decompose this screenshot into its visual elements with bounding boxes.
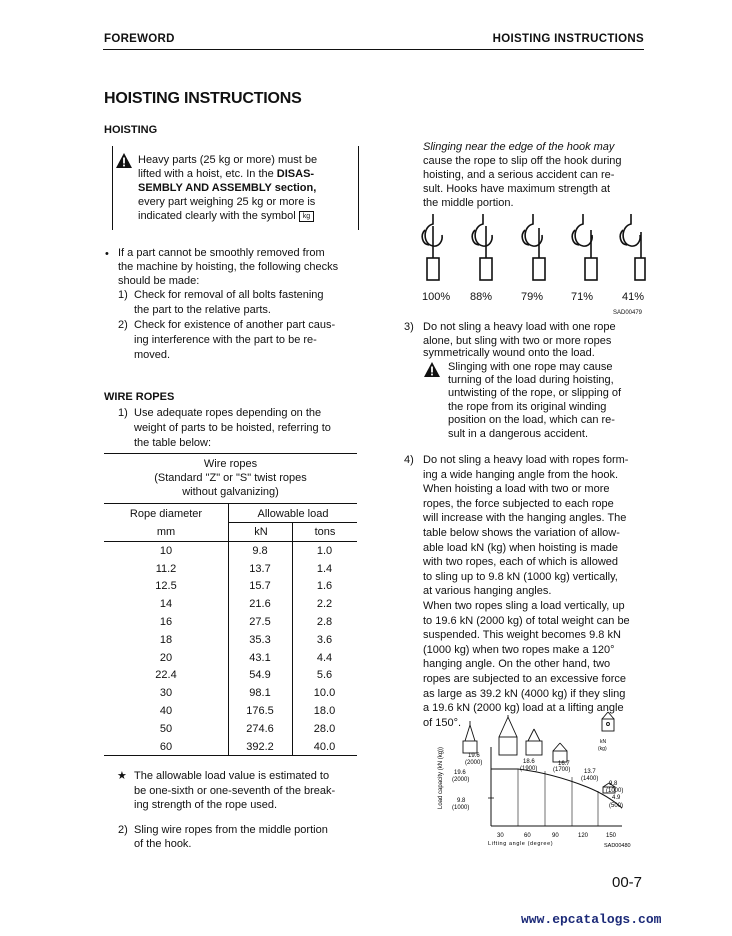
item-line: ing a wide hanging angle from the hook.: [423, 468, 619, 481]
table-unit: kN: [254, 526, 268, 538]
table-row: [104, 595, 357, 613]
table-cell: 392.2: [246, 740, 274, 753]
item-line: ropes, the force subjected to each rope: [423, 497, 614, 510]
warning-line: Slinging with one rope may cause: [448, 361, 613, 373]
table-row: [104, 613, 357, 631]
warning-line: SEMBLY AND ASSEMBLY section,: [138, 182, 317, 194]
table-cell: 4.4: [316, 651, 333, 664]
table-cell: 9.8: [252, 544, 268, 557]
table-cell: 15.7: [249, 580, 271, 593]
table-row: [104, 542, 357, 560]
chart-x-tick-label: 30: [497, 833, 504, 839]
para-line: Slinging near the edge of the hook may: [423, 141, 615, 153]
item-line: Do not sling a heavy load with ropes form-: [423, 454, 629, 466]
table-cell: 2.2: [316, 598, 333, 611]
section-heading-wire-ropes: WIRE ROPES: [104, 391, 175, 403]
header-left: FOREWORD: [104, 33, 175, 45]
check-num: 1): [118, 289, 128, 301]
table-rule: [104, 453, 357, 454]
table-row: [104, 631, 357, 649]
table-cell: 22.4: [155, 669, 177, 682]
hooks-illustration: [418, 210, 648, 290]
table-cell: 43.1: [249, 651, 271, 664]
table-cell: 54.9: [249, 669, 271, 682]
chart-ylabel: Load capacity (kN (kg)): [438, 746, 444, 809]
sling-pictogram: [553, 743, 567, 762]
chart-point-label: 9.8: [609, 781, 618, 787]
chart-unit-label: kN: [600, 739, 607, 745]
table-cell: 176.5: [246, 705, 274, 718]
warning-line: untwisting of the rope, or slipping of: [448, 387, 622, 399]
chart-xlabel: Lifting angle (degree): [488, 841, 554, 847]
chart-y-tick-label: 9.8: [457, 798, 466, 804]
table-cell: 30: [159, 687, 173, 700]
star-icon: ★: [117, 770, 127, 782]
item-line: the table below:: [134, 437, 212, 449]
warning-line: position on the load, which can re-: [448, 414, 615, 426]
table-cell: 40.0: [313, 740, 336, 753]
item-line: able load kN (kg) when hoisting is made: [423, 541, 619, 554]
header-right: HOISTING INSTRUCTIONS: [492, 33, 644, 45]
item-line: Do not sling a heavy load with one rope: [423, 321, 616, 333]
table-cell: 27.5: [249, 616, 271, 629]
warning-line: the rope from its original winding: [448, 401, 607, 413]
table-rule: [229, 522, 357, 523]
table-title: Wire ropes: [203, 458, 258, 470]
para-line: the middle portion.: [423, 197, 514, 209]
table-cell: 1.4: [316, 562, 333, 575]
warning-icon: [424, 362, 440, 377]
check-line: the part to the relative parts.: [134, 304, 271, 316]
item-line: When two ropes sling a load vertically, up: [423, 599, 625, 612]
star-note-line: The allowable load value is estimated to: [134, 770, 330, 782]
hook-percent: 71%: [571, 291, 594, 303]
chart-unit-label: (kg): [598, 746, 607, 752]
check-line: moved.: [134, 349, 171, 361]
chart-y-tick-label: (1000): [452, 805, 470, 811]
chart-x-tick-label: 60: [524, 833, 531, 839]
chart-y-tick-label: 19.6: [454, 770, 466, 776]
sling-pictogram: [602, 712, 614, 731]
sling-pictogram: [463, 721, 477, 753]
table-cell: 1.0: [316, 544, 333, 557]
table-title: without galvanizing): [182, 486, 279, 498]
table-cell: 28.0: [313, 722, 336, 735]
table-row: [104, 684, 357, 702]
table-row: [104, 560, 357, 578]
item-line: When hoisting a load with two or more: [423, 483, 610, 496]
star-note-line: ing strength of the rope used.: [134, 799, 278, 811]
hook-icon: [522, 214, 545, 280]
chart-point-label: 4.9: [612, 795, 621, 801]
para-line: hoisting, and a serious accident can re-: [423, 169, 615, 181]
item-line: Sling wire ropes from the middle portion: [134, 824, 328, 836]
kg-symbol-icon: kg: [299, 211, 314, 222]
para-line: sult. Hooks have maximum strength at: [423, 183, 611, 195]
table-row: [104, 702, 357, 720]
hook-icon: [620, 214, 645, 280]
table-row: [104, 738, 357, 756]
chart-point-label: 16.7: [558, 761, 570, 767]
table-cell: 1.6: [316, 580, 333, 593]
chart-point-label: 18.6: [523, 759, 535, 765]
table-cell: 5.6: [316, 669, 333, 682]
chart-point-label: (500): [609, 803, 624, 809]
figure-code: SAD00479: [613, 310, 643, 316]
warning-line: Heavy parts (25 kg or more) must be: [138, 154, 318, 166]
page-title: HOISTING INSTRUCTIONS: [104, 90, 302, 107]
chart-point-label: (1700): [553, 767, 571, 773]
hook-icon: [472, 214, 492, 280]
table-cell: 50: [159, 722, 173, 735]
hook-percent: 41%: [622, 291, 645, 303]
warning-line: lifted with a hoist, etc. In the DISAS-: [138, 168, 315, 180]
chart-curve: [491, 769, 622, 808]
chart-x-tick-label: 150: [606, 833, 617, 839]
chart-point-label: 19.6: [468, 753, 480, 759]
item-line: Use adequate ropes depending on the: [134, 407, 322, 419]
table-rule: [104, 503, 357, 504]
check-num: 2): [118, 319, 128, 331]
sling-pictogram: [526, 729, 542, 755]
table-cell: 20: [159, 651, 173, 664]
header-rule: [103, 49, 644, 50]
bullet-line: the machine by hoisting, the following checks: [118, 261, 339, 273]
warning-line: sult in a dangerous accident.: [448, 428, 589, 440]
table-cell: 98.1: [249, 687, 271, 700]
item-line: to 19.6 kN (2000 kg) of total weight can be: [423, 614, 630, 627]
footer-url[interactable]: www.epcatalogs.com: [521, 912, 662, 927]
item-line: to sling up to 9.8 kN (1000 kg) vertically,: [423, 570, 618, 583]
item-line: table below shows the variation of allow-: [423, 526, 620, 539]
figure-code: SAD00480: [604, 843, 631, 849]
table-header: Allowable load: [257, 508, 329, 520]
table-cell: 12.5: [155, 580, 177, 593]
table-cell: 40: [159, 705, 173, 718]
section-heading-hoisting: HOISTING: [104, 124, 158, 136]
sling-pictogram: [499, 715, 517, 755]
table-row: [104, 720, 357, 738]
page-number: 00-7: [612, 874, 643, 891]
check-line: ing interference with the part to be re-: [134, 334, 317, 346]
chart-point-label: (1400): [581, 776, 599, 782]
table-cell: 13.7: [249, 562, 271, 575]
chart-y-tick-label: (2000): [452, 777, 470, 783]
bullet-line: should be made:: [118, 275, 200, 287]
bullet-line: If a part cannot be smoothly removed from: [118, 247, 325, 259]
check-line: Check for existence of another part caus-: [134, 319, 336, 331]
hook-percent: 100%: [422, 291, 451, 303]
table-unit: tons: [314, 526, 336, 538]
warning-icon: [116, 153, 132, 168]
table-cell: 18: [159, 633, 173, 646]
table-cell: 18.0: [313, 705, 336, 718]
table-cell: 16: [159, 616, 173, 629]
chart-point-label: (2000): [465, 760, 483, 766]
item-line: (1000 kg) when two ropes make a 120°: [423, 643, 615, 656]
chart-point-label: (1000): [606, 788, 624, 794]
para-line: cause the rope to slip off the hook during: [423, 155, 622, 167]
item-num: 4): [404, 454, 414, 466]
hook-icon: [422, 214, 442, 280]
chart-x-tick-label: 120: [578, 833, 589, 839]
table-cell: 11.2: [155, 562, 177, 575]
item-line: suspended. This weight becomes 9.8 kN: [423, 629, 621, 642]
item-num: 3): [404, 321, 414, 333]
hook-icon: [572, 214, 597, 280]
warning-line: turning of the load during hoisting,: [448, 374, 614, 386]
item-line: will increase with the hanging angles. The: [423, 512, 627, 525]
item-num: 1): [118, 407, 128, 419]
table-cell: 274.6: [246, 722, 274, 735]
rope-table: [104, 542, 357, 756]
item4-text: [423, 453, 647, 730]
table-cell: 2.8: [316, 616, 333, 629]
table-row: [104, 578, 357, 596]
table-row: [104, 667, 357, 685]
item-line: a 19.6 kN (2000 kg) load at a lifting angle: [423, 702, 624, 715]
warning-line: every part weighing 25 kg or more is: [138, 196, 316, 208]
table-cell: 3.6: [316, 633, 333, 646]
item-line: alone, but sling with two or more ropes: [423, 335, 612, 347]
item-line: hanging angle. On the other hand, two: [423, 658, 611, 671]
table-header: Rope diameter: [129, 508, 203, 520]
item-line: weight of parts to be hoisted, referring to: [134, 422, 331, 434]
warning-line: indicated clearly with the symbol kg: [138, 210, 314, 222]
hook-percent: 88%: [470, 291, 493, 303]
table-cell: 14: [159, 598, 173, 611]
table-cell: 21.6: [249, 598, 271, 611]
item-line: symmetrically wound onto the load.: [423, 347, 595, 359]
table-cell: 10: [159, 544, 173, 557]
chart-x-tick-label: 90: [552, 833, 559, 839]
load-capacity-chart: [432, 705, 652, 853]
table-cell: 60: [159, 740, 173, 753]
item-num: 2): [118, 824, 128, 836]
item-line: as large as 39.2 kN (4000 kg) if they sling: [423, 687, 626, 700]
item-line: of 150°.: [423, 716, 462, 729]
item-line: at various hanging angles.: [423, 585, 552, 598]
item-line: ropes are subjected to an excessive force: [423, 672, 627, 685]
check-line: Check for removal of all bolts fastening: [134, 289, 324, 301]
chart-point-label: 13.7: [584, 769, 596, 775]
table-row: [104, 649, 357, 667]
item-line: with two ropes, each of which is allowed: [423, 556, 619, 569]
table-cell: 35.3: [249, 633, 271, 646]
table-unit: mm: [156, 526, 176, 538]
chart-point-label: (1900): [520, 766, 538, 772]
star-note-line: be one-sixth or one-seventh of the break-: [134, 785, 336, 797]
hook-percent: 79%: [521, 291, 544, 303]
warning-box: [112, 146, 359, 230]
bullet-dot: •: [105, 248, 109, 260]
table-title: (Standard "Z" or "S" twist ropes: [154, 472, 307, 484]
table-cell: 10.0: [313, 687, 336, 700]
item-line: of the hook.: [134, 838, 192, 850]
